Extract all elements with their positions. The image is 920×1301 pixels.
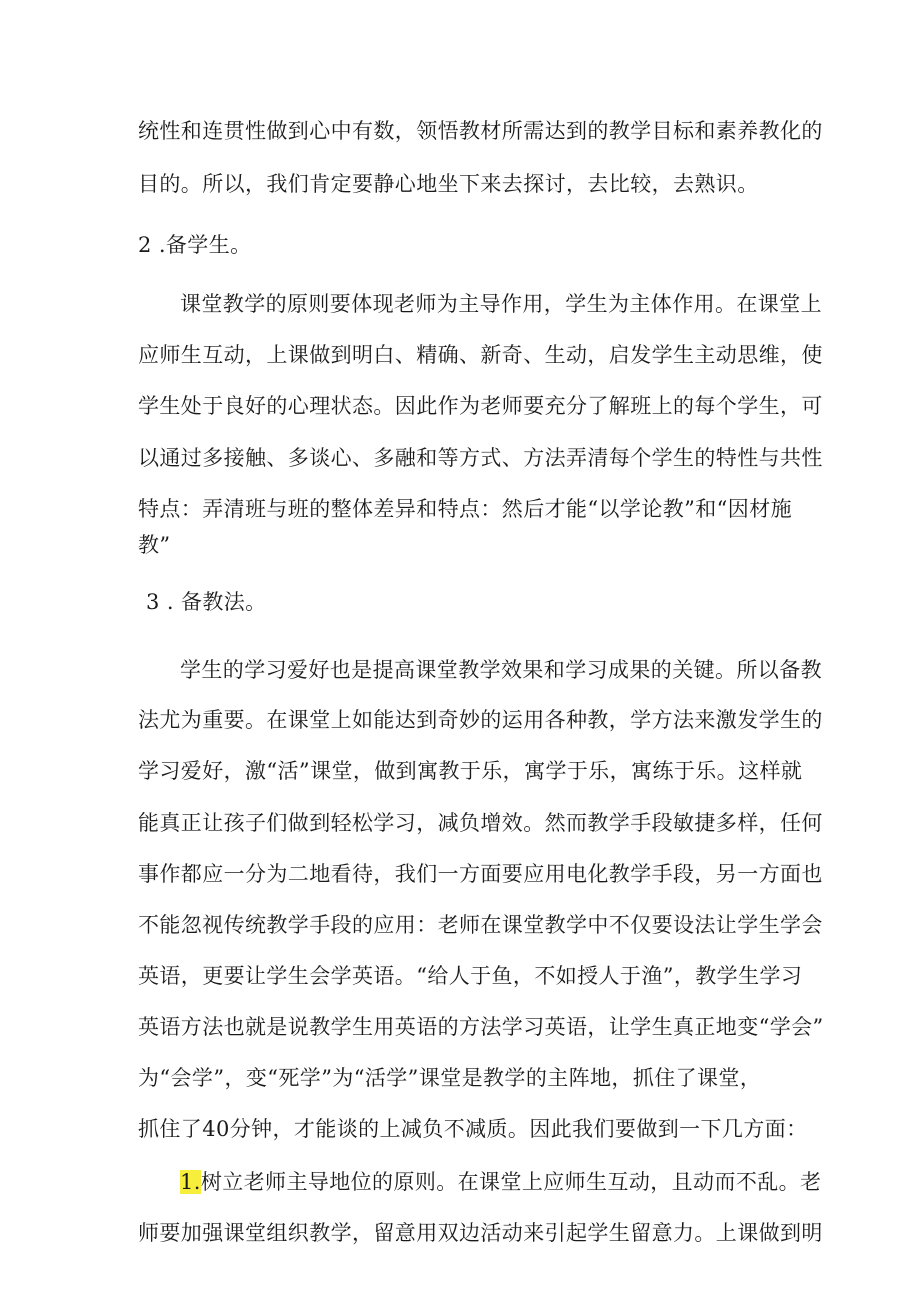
paragraph-line: 学生的学习爱好也是提高课堂教学效果和学习成果的关键。所以备教 (180, 658, 822, 682)
paragraph-line: 课堂教学的原则要体现老师为主导作用，学生为主体作用。在课堂上 (180, 292, 822, 316)
paragraph-line: 目的。所以，我们肯定要静心地坐下来去探讨，去比较，去熟识。 (138, 172, 759, 196)
paragraph-line: 学习爱好，激“活”课堂，做到寓教于乐，寓学于乐，寓练于乐。这样就 (138, 759, 803, 783)
section-heading-3: 3 . 备教法。 (146, 590, 267, 614)
paragraph-line: 应师生互动，上课做到明白、精确、新奇、生动，启发学生主动思维，使 (138, 343, 823, 367)
paragraph-line: 统性和连贯性做到心中有数，领悟教材所需达到的教学目标和素养教化的 (138, 119, 823, 143)
paragraph-line: 事作都应一分为二地看待，我们一方面要应用电化教学手段，另一方面也 (138, 862, 823, 886)
paragraph-line: 英语方法也就是说教学生用英语的方法学习英语，让学生真正地变“学会” (138, 1015, 824, 1039)
list-item-text: 树立老师主导地位的原则。在课堂上应师生互动，且动而不乱。老 (200, 1170, 822, 1194)
paragraph-line: 英语，更要让学生会学英语。“给人于鱼，不如授人于渔”，教学生学习 (138, 964, 803, 988)
paragraph-line: 能真正让孩子们做到轻松学习，减负增效。然而教学手段敏捷多样，任何 (138, 811, 823, 835)
list-number-highlight: 1. (180, 1170, 201, 1194)
section-heading-2: 2 .备学生。 (138, 233, 252, 257)
paragraph-line: 不能忽视传统教学手段的应用：老师在课堂教学中不仅要设法让学生学会 (138, 913, 823, 937)
paragraph-line (180, 1168, 822, 1196)
paragraph-line: 法尤为重要。在课堂上如能达到奇妙的运用各种教，学方法来激发学生的 (138, 708, 823, 732)
paragraph-line: 特点：弄清班与班的整体差异和特点：然后才能“以学论教”和“因材施 (138, 497, 793, 521)
paragraph-line: 师要加强课堂组织教学，留意用双边活动来引起学生留意力。上课做到明 (138, 1221, 823, 1245)
paragraph-line: 学生处于良好的心理状态。因此作为老师要充分了解班上的每个学生，可 (138, 394, 823, 418)
paragraph-line: 为“会学”，变“死学”为“活学”课堂是教学的主阵地，抓住了课堂， (138, 1066, 762, 1090)
paragraph-line: 抓住了40分钟，才能谈的上减负不减质。因此我们要做到一下几方面： (138, 1117, 808, 1141)
paragraph-line: 教” (138, 533, 171, 557)
paragraph-line: 以通过多接触、多谈心、多融和等方式、方法弄清每个学生的特性与共性 (138, 446, 823, 470)
